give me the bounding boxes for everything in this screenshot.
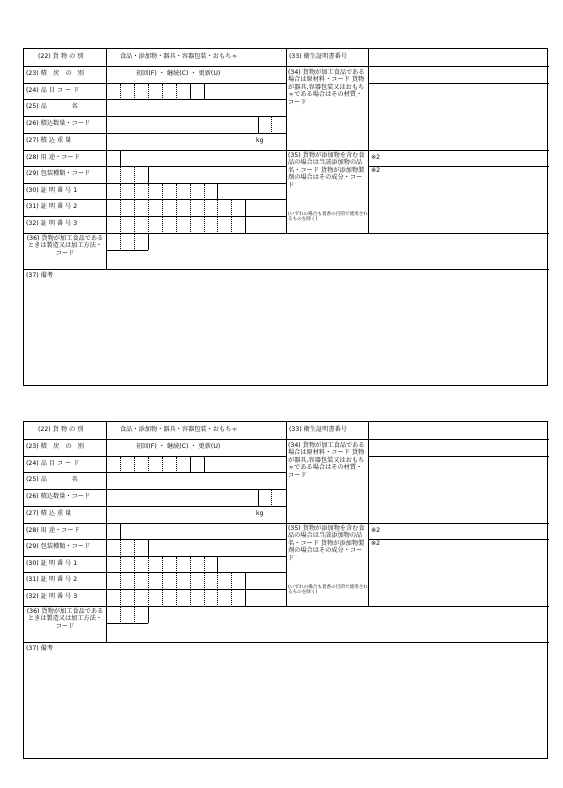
label-remarks: (37) 備考 <box>26 645 54 652</box>
label-raw-material: (34) 貨物が加工食品である場合は原材料・コード 貨物が器具,容器包装又はおもちゃである場合はその材質・コード <box>288 69 365 106</box>
label-processing-method: (36) 貨物が加工食品であるときは製造又は加工方法・コード <box>26 608 104 630</box>
label-package-type: (29) 包装種類・コード <box>26 543 91 550</box>
label-goods-type: (22) 貨 物 の 別 <box>38 426 84 433</box>
label-load-quantity: (26) 積込数量・コード <box>26 120 91 127</box>
label-cert-no-2: (31) 証 明 番 号 2 <box>26 203 78 210</box>
value-goods-type: 食品・添加物・器具・容器包装・おもちゃ <box>120 53 238 60</box>
form-top <box>23 48 548 386</box>
label-item-code: (24) 品 目 コ ー ド <box>26 460 80 467</box>
kome-mark-2: ※2 <box>371 540 381 547</box>
label-cert-no-1: (30) 証 明 番 号 1 <box>26 187 78 194</box>
label-reexport-type: (23) 積 戻 の 別 <box>26 443 84 450</box>
label-purpose-code: (28) 用 途・コード <box>26 154 80 161</box>
label-cert-no-2: (31) 証 明 番 号 2 <box>26 576 78 583</box>
unit-kg: kg <box>256 137 264 144</box>
kome-mark-2: ※2 <box>371 167 381 174</box>
kome-mark-1: ※2 <box>371 527 381 534</box>
value-reexport-type: 初回(F) ・ 継続(C) ・ 更新(U) <box>136 443 221 450</box>
kome-mark-1: ※2 <box>371 154 381 161</box>
label-sanitary-cert-no: (33) 衛生証明書番号 <box>289 426 347 433</box>
label-goods-type: (22) 貨 物 の 別 <box>38 53 84 60</box>
label-cert-no-3: (32) 証 明 番 号 3 <box>26 220 78 227</box>
note-flavoring: (いずれの場合も着香の目的で使用されるものを除く) <box>288 212 368 223</box>
label-product-name: (25) 品 名 <box>26 103 78 110</box>
label-processing-method: (36) 貨物が加工食品であるときは製造又は加工方法・コード <box>26 235 104 257</box>
form-bottom <box>23 421 548 759</box>
value-reexport-type: 初回(F) ・ 継続(C) ・ 更新(U) <box>136 70 221 77</box>
label-purpose-code: (28) 用 途・コード <box>26 527 80 534</box>
label-cert-no-3: (32) 証 明 番 号 3 <box>26 593 78 600</box>
label-remarks: (37) 備考 <box>26 272 54 279</box>
label-product-name: (25) 品 名 <box>26 476 78 483</box>
label-raw-material: (34) 貨物が加工食品である場合は原材料・コード 貨物が器具,容器包装又はおもちゃである場合はその材質・コード <box>288 442 365 479</box>
value-goods-type: 食品・添加物・器具・容器包装・おもちゃ <box>120 426 238 433</box>
label-reexport-type: (23) 積 戻 の 別 <box>26 70 84 77</box>
note-flavoring: (いずれの場合も着香の目的で使用されるものを除く) <box>288 585 368 596</box>
unit-kg: kg <box>256 510 264 517</box>
label-item-code: (24) 品 目 コ ー ド <box>26 87 80 94</box>
label-additive: (35) 貨物が添加物を含む食品の場合は当該添加物の品名・コード 貨物が添加物製剤の場合はその成分・コード <box>288 525 365 562</box>
label-load-weight: (27) 積 込 重 量 <box>26 510 72 517</box>
label-sanitary-cert-no: (33) 衛生証明書番号 <box>289 53 347 60</box>
label-package-type: (29) 包装種類・コード <box>26 170 91 177</box>
label-additive: (35) 貨物が添加物を含む食品の場合は当該添加物の品名・コード 貨物が添加物製剤の場合はその成分・コード <box>288 152 365 189</box>
label-load-weight: (27) 積 込 重 量 <box>26 137 72 144</box>
label-cert-no-1: (30) 証 明 番 号 1 <box>26 560 78 567</box>
label-load-quantity: (26) 積込数量・コード <box>26 493 91 500</box>
